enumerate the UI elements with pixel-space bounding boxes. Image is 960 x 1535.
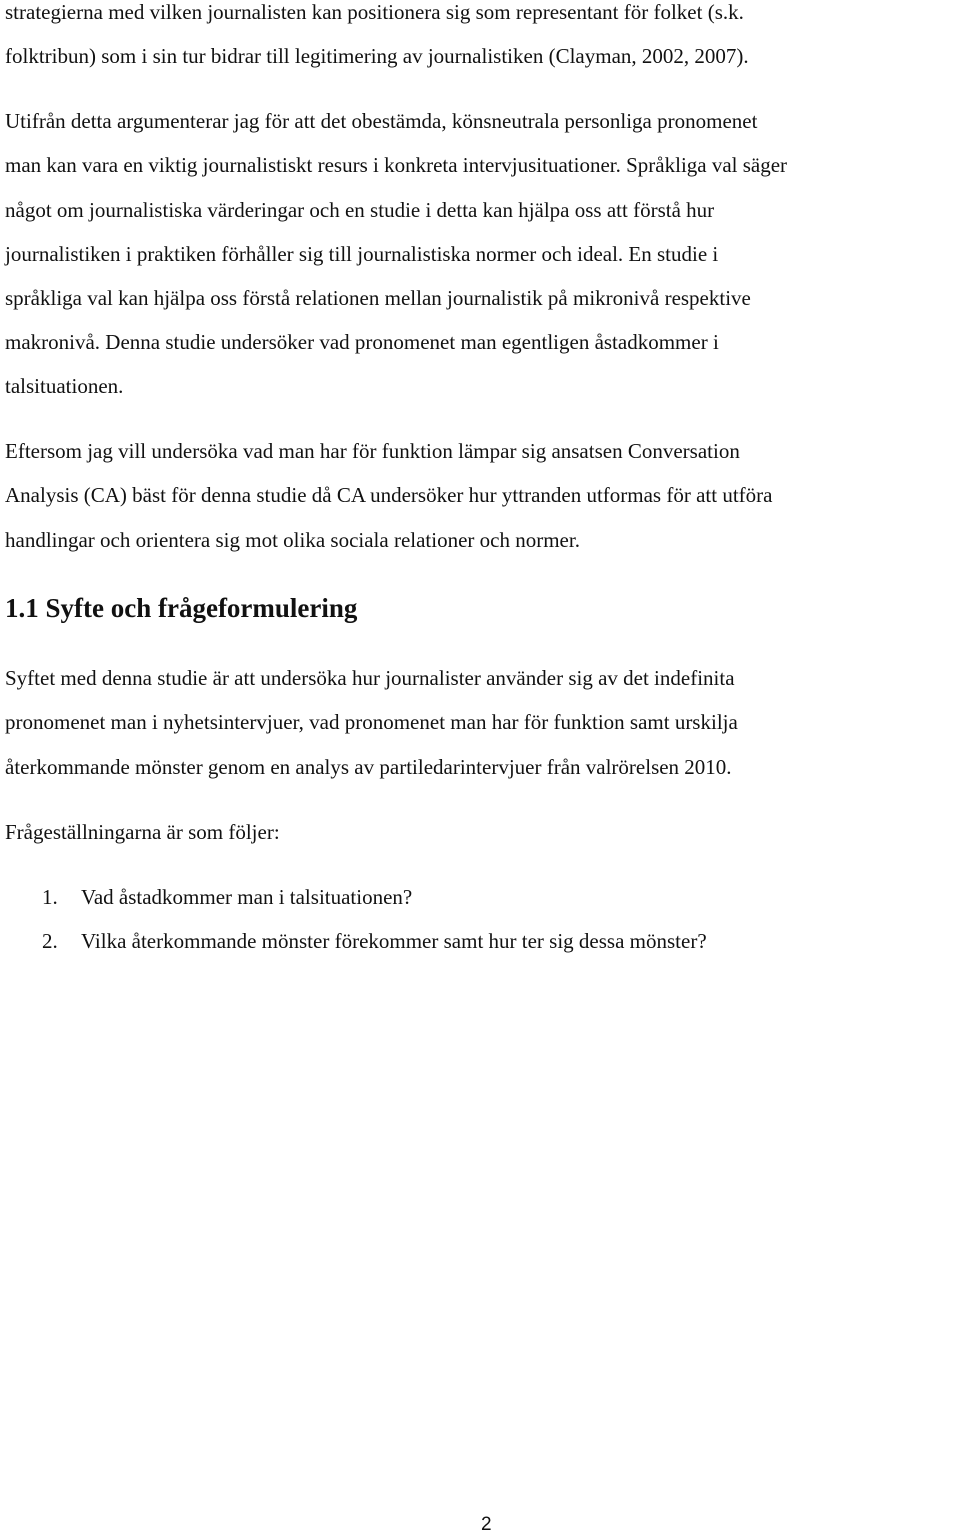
text-line: strategierna med vilken journalisten kan positionera sig som representant för folket (s.k. bbox=[5, 0, 744, 24]
text-line: återkommande mönster genom en analys av partiledarintervjuer från valrörelsen 2010. bbox=[5, 755, 732, 779]
text-line: Analysis (CA) bäst för denna studie då CA undersöker hur yttranden utformas för att utföra bbox=[5, 483, 773, 507]
text-line: handlingar och orientera sig mot olika sociala relationer och normer. bbox=[5, 528, 580, 552]
list-item-text: Vilka återkommande mönster förekommer samt hur ter sig dessa mönster? bbox=[81, 929, 707, 953]
text-line: Eftersom jag vill undersöka vad man har för funktion lämpar sig ansatsen Conversation bbox=[5, 439, 740, 463]
text-line: pronomenet man i nyhetsintervjuer, vad pronomenet man har för funktion samt urskilja bbox=[5, 710, 738, 734]
list-item-number: 1. bbox=[42, 885, 58, 909]
text-line: Utifrån detta argumenterar jag för att det obestämda, könsneutrala personliga pronomenet bbox=[5, 109, 758, 133]
text-line: talsituationen. bbox=[5, 374, 124, 398]
section-heading: 1.1 Syfte och frågeformulering bbox=[5, 593, 358, 623]
text-line: folktribun) som i sin tur bidrar till legitimering av journalistiken (Clayman, 2002, 2007). bbox=[5, 44, 749, 68]
text-line: makronivå. Denna studie undersöker vad pronomenet man egentligen åstadkommer i bbox=[5, 330, 719, 354]
text-line: man kan vara en viktig journalistiskt resurs i konkreta intervjusituationer. Språkliga val säger bbox=[5, 153, 788, 177]
questions-intro: Frågeställningarna är som följer: bbox=[5, 820, 280, 844]
text-line: språkliga val kan hjälpa oss förstå relationen mellan journalistik på mikronivå respektive bbox=[5, 286, 751, 310]
text-line: journalistiken i praktiken förhåller sig till journalistiska normer och ideal. En studie i bbox=[5, 242, 719, 266]
page-number: 2 bbox=[481, 1514, 492, 1535]
list-item-text: Vad åstadkommer man i talsituationen? bbox=[81, 885, 413, 909]
text-line: något om journalistiska värderingar och en studie i detta kan hjälpa oss att förstå hur bbox=[5, 198, 715, 222]
list-item-number: 2. bbox=[42, 929, 58, 953]
text-line: Syftet med denna studie är att undersöka hur journalister använder sig av det indefinita bbox=[5, 666, 735, 690]
